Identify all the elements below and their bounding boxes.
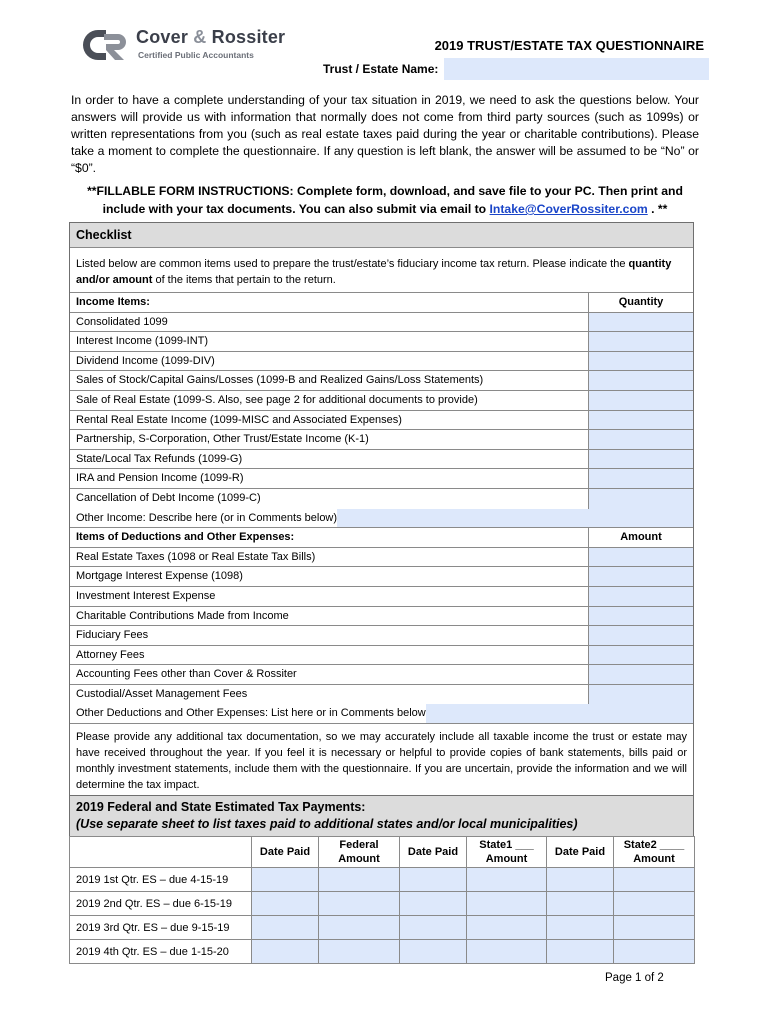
payment-input[interactable]	[252, 868, 319, 892]
payment-input[interactable]	[467, 916, 547, 940]
income-item-row	[70, 391, 693, 411]
item-label: Consolidated 1099	[76, 315, 168, 328]
quarter-label: 2019 4th Qtr. ES – due 1-15-20	[70, 940, 252, 964]
item-label: Interest Income (1099-INT)	[76, 335, 209, 348]
item-input[interactable]	[588, 411, 693, 430]
deduction-item-row	[70, 607, 693, 627]
income-header-row	[70, 293, 693, 313]
column-header: Date Paid	[547, 837, 614, 868]
payment-input[interactable]	[547, 892, 614, 916]
estimates-header-row	[70, 837, 695, 868]
item-label: Sale of Real Estate (1099-S. Also, see page 2 for additional documents to provide)	[76, 393, 478, 406]
logo-mark-icon	[78, 26, 134, 64]
column-header: Date Paid	[252, 837, 319, 868]
item-input[interactable]	[588, 587, 693, 606]
estimates-title: 2019 Federal and State Estimated Tax Payments:	[76, 800, 366, 814]
payment-input[interactable]	[400, 868, 467, 892]
payment-input[interactable]	[400, 892, 467, 916]
item-input[interactable]	[588, 607, 693, 626]
item-label: Custodial/Asset Management Fees	[76, 687, 248, 700]
column-header: Date Paid	[400, 837, 467, 868]
payment-input[interactable]	[319, 916, 400, 940]
estimates-heading	[69, 796, 694, 836]
intake-email-link[interactable]: Intake@CoverRossiter.com	[489, 202, 648, 216]
payment-input[interactable]	[614, 916, 695, 940]
item-input[interactable]	[588, 489, 693, 509]
income-item-row	[70, 430, 693, 450]
checklist-section	[69, 222, 694, 796]
other-deductions-input[interactable]	[426, 704, 693, 723]
item-input[interactable]	[588, 685, 693, 705]
income-item-row	[70, 489, 693, 509]
payment-input[interactable]	[547, 916, 614, 940]
trust-name-label: Trust / Estate Name:	[323, 62, 439, 76]
item-input[interactable]	[588, 626, 693, 645]
amount-header: Amount	[588, 528, 693, 547]
payment-input[interactable]	[547, 868, 614, 892]
deduction-header-row	[70, 528, 693, 548]
item-label: Accounting Fees other than Cover & Rossiter	[76, 668, 297, 681]
checklist-description: Listed below are common items used to prepare the trust/estate’s fiduciary income tax return. Please indicate the quantity and/or amount of the items that pertain to the return.	[70, 248, 693, 293]
item-input[interactable]	[588, 665, 693, 684]
item-label: Sales of Stock/Capital Gains/Losses (1099-B and Realized Gains/Loss Statements)	[76, 374, 484, 387]
item-label: Cancellation of Debt Income (1099-C)	[76, 491, 261, 504]
payment-input[interactable]	[467, 892, 547, 916]
checklist-heading: Checklist	[70, 223, 693, 248]
item-label: Attorney Fees	[76, 648, 145, 661]
item-label: Fiduciary Fees	[76, 629, 149, 642]
payment-input[interactable]	[319, 940, 400, 964]
income-item-row	[70, 469, 693, 489]
item-label: Mortgage Interest Expense (1098)	[76, 570, 243, 583]
item-input[interactable]	[588, 450, 693, 469]
item-input[interactable]	[588, 567, 693, 586]
deduction-item-row	[70, 646, 693, 666]
company-logo	[78, 26, 286, 66]
income-item-row	[70, 371, 693, 391]
other-deductions-label: Other Deductions and Other Expenses: List here or in Comments below	[76, 707, 426, 720]
payment-input[interactable]	[252, 940, 319, 964]
quantity-header: Quantity	[588, 293, 693, 312]
item-label: IRA and Pension Income (1099-R)	[76, 472, 244, 485]
income-items	[70, 293, 693, 509]
payment-input[interactable]	[467, 868, 547, 892]
payment-input[interactable]	[467, 940, 547, 964]
payment-input[interactable]	[252, 892, 319, 916]
payment-input[interactable]	[319, 868, 400, 892]
payment-input[interactable]	[614, 940, 695, 964]
deduction-item-row	[70, 548, 693, 568]
page-number: Page 1 of 2	[605, 972, 664, 984]
payment-input[interactable]	[252, 916, 319, 940]
column-header: State2 ____ Amount	[614, 837, 695, 868]
payment-input[interactable]	[400, 916, 467, 940]
deduction-item-row	[70, 587, 693, 607]
column-header: State1 ___ Amount	[467, 837, 547, 868]
trust-name-input[interactable]	[444, 58, 709, 80]
quarter-label: 2019 1st Qtr. ES – due 4-15-19	[70, 868, 252, 892]
payment-input[interactable]	[547, 940, 614, 964]
estimates-table	[69, 836, 695, 964]
deduction-item-row	[70, 665, 693, 685]
fillable-instructions: **FILLABLE FORM INSTRUCTIONS: Complete form, download, and save file to your PC. Then print and include with your tax documents. You can also submit via email to Intake@CoverRossiter.com . **	[87, 184, 683, 216]
other-income-label: Other Income: Describe here (or in Comments below)	[76, 511, 338, 524]
deduction-item-row	[70, 685, 693, 705]
item-label: State/Local Tax Refunds (1099-G)	[76, 452, 243, 465]
deduction-item-row	[70, 626, 693, 646]
quarter-row	[70, 940, 695, 964]
other-deductions-row	[70, 704, 693, 724]
other-income-input[interactable]	[337, 509, 693, 528]
item-input[interactable]	[588, 352, 693, 371]
logo-tagline: Certified Public Accountants	[138, 50, 254, 60]
item-input[interactable]	[588, 548, 693, 567]
income-item-row	[70, 313, 693, 333]
income-items-header: Income Items:	[76, 296, 150, 308]
item-label: Partnership, S-Corporation, Other Trust/Estate Income (K-1)	[76, 433, 369, 446]
quarter-column-header	[70, 837, 252, 868]
item-input[interactable]	[588, 371, 693, 390]
quarter-row	[70, 892, 695, 916]
payment-input[interactable]	[614, 868, 695, 892]
item-label: Dividend Income (1099-DIV)	[76, 354, 215, 367]
item-input[interactable]	[588, 391, 693, 410]
item-input[interactable]	[588, 313, 693, 332]
deduction-items	[70, 528, 693, 704]
quarter-row	[70, 868, 695, 892]
quarter-row	[70, 916, 695, 940]
income-item-row	[70, 450, 693, 470]
quarter-label: 2019 3rd Qtr. ES – due 9-15-19	[70, 916, 252, 940]
item-input[interactable]	[588, 430, 693, 449]
item-label: Charitable Contributions Made from Income	[76, 609, 289, 622]
column-header: Federal Amount	[319, 837, 400, 868]
payment-input[interactable]	[614, 892, 695, 916]
item-label: Real Estate Taxes (1098 or Real Estate Tax Bills)	[76, 550, 316, 563]
other-income-row	[70, 509, 693, 529]
deduction-item-row	[70, 567, 693, 587]
item-label: Rental Real Estate Income (1099-MISC and Associated Expenses)	[76, 413, 402, 426]
item-input[interactable]	[588, 332, 693, 351]
item-input[interactable]	[588, 646, 693, 665]
item-input[interactable]	[588, 469, 693, 488]
payment-input[interactable]	[319, 892, 400, 916]
quarter-label: 2019 2nd Qtr. ES – due 6-15-19	[70, 892, 252, 916]
intro-paragraph: In order to have a complete understanding of your tax situation in 2019, we need to ask the questions below. Your answers will provide us with information that normally does not come from third party sources (such as 1099s) or written representations from you (such as real estate taxes paid during the year or charitable contributions). Please take a moment to complete the questionnaire. If any question is left blank, the answer will be assumed to be “No” or “$0”.	[71, 93, 699, 175]
income-item-row	[70, 352, 693, 372]
deduction-items-header: Items of Deductions and Other Expenses:	[76, 531, 295, 544]
logo-wordmark: Cover & Rossiter	[136, 27, 286, 47]
estimates-subtitle: (Use separate sheet to list taxes paid to additional states and/or local municipalities)	[76, 817, 578, 831]
income-item-row	[70, 332, 693, 352]
income-item-row	[70, 411, 693, 431]
form-title: 2019 TRUST/ESTATE TAX QUESTIONNAIRE	[434, 38, 704, 53]
item-label: Investment Interest Expense	[76, 589, 216, 602]
documentation-note: Please provide any additional tax documentation, so we may accurately include all taxable income the trust or estate may have received throughout the year. If you feel it is necessary or helpful to provide copies of bank statements, bills paid or monthly investment statements, include them with the questionnaire. If you are uncertain, provide the information and we will determine the tax impact.	[76, 731, 687, 792]
payment-input[interactable]	[400, 940, 467, 964]
